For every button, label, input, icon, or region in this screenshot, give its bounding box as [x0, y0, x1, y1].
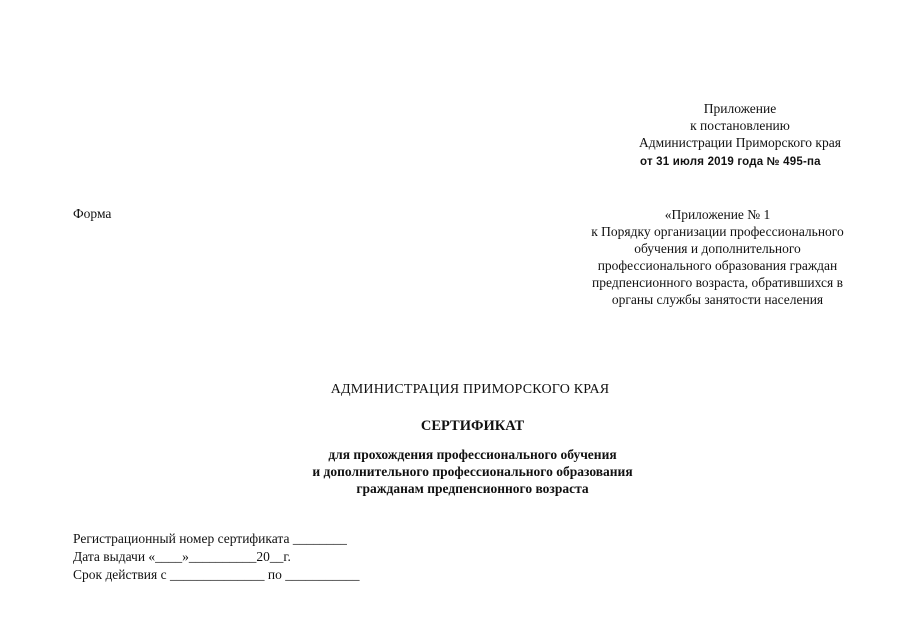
appendix-header-line: Приложение — [703, 101, 777, 116]
appendix-order-line: органы службы занятости населения — [611, 292, 824, 307]
form-label: Форма — [73, 206, 112, 221]
registration-number-field: Регистрационный номер сертификата ________ — [73, 531, 347, 546]
appendix-order-line: профессионального образования граждан — [597, 258, 838, 273]
validity-period-field: Срок действия с ______________ по ___________ — [73, 567, 360, 582]
decree-reference: от 31 июля 2019 года № 495-па — [640, 156, 821, 168]
organization-name: АДМИНИСТРАЦИЯ ПРИМОРСКОГО КРАЯ — [330, 382, 610, 397]
certificate-subtitle-line: гражданам предпенсионного возраста — [356, 481, 589, 496]
certificate-title: СЕРТИФИКАТ — [420, 418, 525, 434]
certificate-subtitle — [0, 446, 905, 497]
appendix-header-line: Администрации Приморского края — [639, 135, 841, 150]
issue-date-field: Дата выдачи «____»__________20__г. — [73, 549, 291, 564]
appendix-order-line: «Приложение № 1 — [664, 207, 771, 222]
appendix-header — [560, 100, 905, 151]
certificate-subtitle-line: для прохождения профессионального обучения — [328, 447, 617, 462]
appendix-order-line: предпенсионного возраста, обратившихся в — [592, 275, 843, 290]
appendix-header-line: к постановлению — [690, 118, 790, 133]
certificate-subtitle-line: и дополнительного профессионального образования — [312, 464, 633, 479]
appendix-order — [570, 206, 865, 308]
appendix-order-line: к Порядку организации профессионального — [591, 224, 844, 239]
certificate-fields — [73, 530, 359, 584]
appendix-order-line: обучения и дополнительного — [634, 241, 801, 256]
